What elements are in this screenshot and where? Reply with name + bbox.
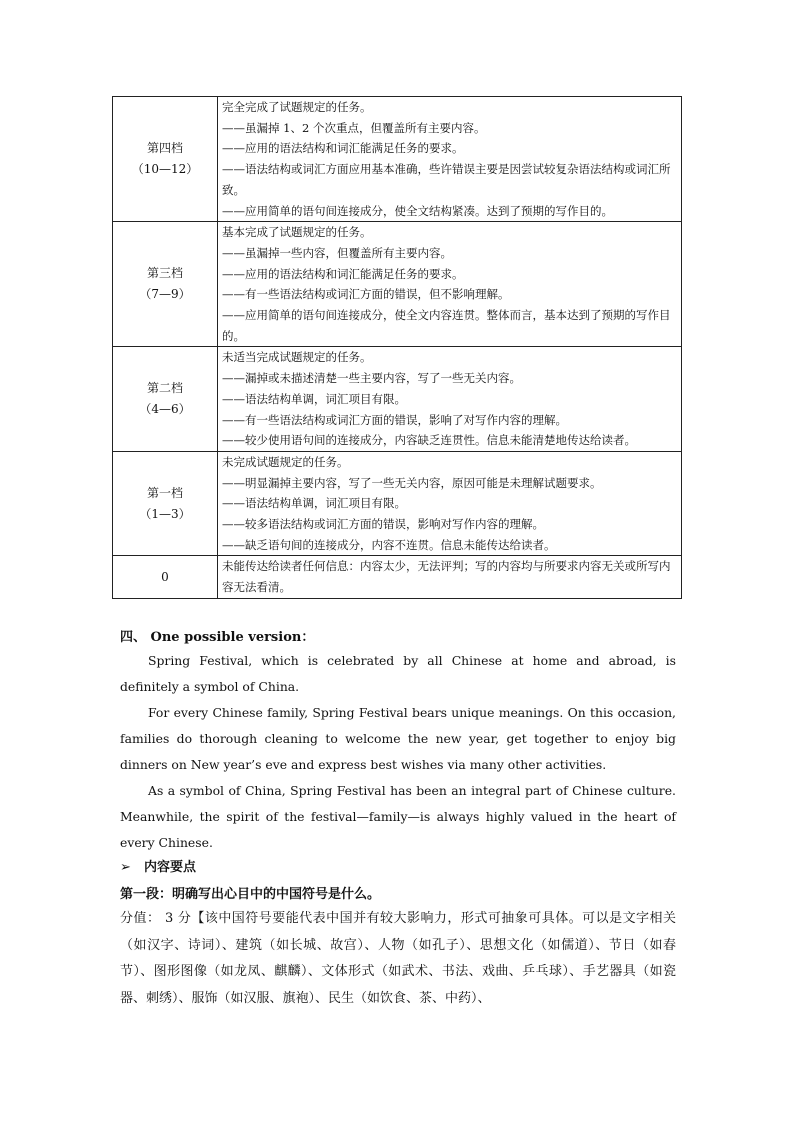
criteria-line: ——有一些语法结构或词汇方面的错误，但不影响理解。 [222,287,510,302]
criteria-line: ——应用的语法结构和词汇能满足任务的要求。 [222,141,464,156]
criteria-line: ——有一些语法结构或词汇方面的错误，影响了对写作内容的理解。 [222,412,567,427]
rubric-row-grade-1 [113,451,682,556]
grade-label: 0 [161,569,169,584]
essay-paragraph: For every Chinese family, Spring Festival bears unique meanings. On this occasion, families do thorough cleaning to welcome the new year, get together to enjoy big dinners on New year’s eve and express best wishes via many other activities. [120,705,676,772]
criteria-cell [218,222,682,347]
grade-label: 第三档 [146,266,183,281]
rubric-row-grade-3 [113,222,682,347]
criteria-line: 基本完成了试题规定的任务。 [222,225,372,240]
sample-essay [120,648,676,856]
criteria-line: ——较少使用语句间的连接成分，内容缺乏连贯性。信息未能清楚地传达给读者。 [222,433,636,448]
criteria-line: ——明显漏掉主要内容，写了一些无关内容，原因可能是未理解试题要求。 [222,475,602,490]
criteria-cell [218,97,682,222]
criteria-cell [218,451,682,556]
essay-paragraph: Spring Festival, which is celebrated by all Chinese at home and abroad, is definitely a symbol of China. [120,653,676,694]
rubric-row-grade-4 [113,97,682,222]
criteria-line: ——语法结构单调，词汇项目有限。 [222,496,406,511]
score-range: （4—6） [139,402,191,417]
grade-label: 第二档 [146,381,183,396]
section-heading: 四、 One possible version： [120,630,315,645]
grade-cell [113,556,218,598]
scoring-rubric-table [112,96,682,599]
criteria-line: ——语法结构或词汇方面应用基本准确，些许错误主要是因尝试较复杂语法结构或词汇所致。 [222,162,671,197]
criteria-line: 未能传达给读者任何信息：内容太少，无法评判；写的内容均与所要求内容无关或所写内容无法看清。 [222,559,671,595]
grade-cell [113,222,218,347]
criteria-line: ——应用简单的语句间连接成分，使全文结构紧凑。达到了预期的写作目的。 [222,203,613,218]
criteria-line: ——虽漏掉一些内容，但覆盖所有主要内容。 [222,245,452,260]
key-points-title: 内容要点 [144,860,197,875]
grade-cell [113,97,218,222]
criteria-line: 完全完成了试题规定的任务。 [222,100,372,114]
key-points-heading [120,856,196,875]
criteria-line: ——缺乏语句间的连接成分，内容不连贯。信息未能传达给读者。 [222,537,556,552]
grade-label: 第四档 [146,141,183,156]
rubric-row-grade-2 [113,347,682,452]
grade-label: 第一档 [146,485,183,500]
paragraph-one-scoring-text: 分值： 3 分【该中国符号要能代表中国并有较大影响力，形式可抽象可具体。可以是文字相关（如汉字、诗词）、建筑（如长城、故宫）、人物（如孔子）、思想文化（如儒道）、节日（如春节）、图形图像（如龙凤、麒麟）、文体形式（如武术、书法、戏曲、乒乓球）、手艺器具（如瓷器、刺绣）、服饰（如汉服、旗袍）、民生（如饮食、茶、中药）、 [120,911,676,1006]
criteria-line: ——虽漏掉 1、2 个次重点，但覆盖所有主要内容。 [222,120,486,135]
criteria-line: 未完成试题规定的任务。 [222,454,349,469]
criteria-line: ——漏掉或未描述清楚一些主要内容，写了一些无关内容。 [222,371,521,386]
criteria-cell [218,347,682,452]
arrow-bullet-icon: ➢ [120,860,131,875]
criteria-line: ——较多语法结构或词汇方面的错误，影响对写作内容的理解。 [222,517,544,532]
criteria-cell [218,556,682,598]
rubric-row-grade-0 [113,556,682,598]
criteria-line: ——应用简单的语句间连接成分，使全文内容连贯。整体而言，基本达到了预期的写作目的。 [222,308,671,343]
criteria-line: ——应用的语法结构和词汇能满足任务的要求。 [222,266,464,281]
grade-cell [113,451,218,556]
score-range: （10—12） [131,162,199,177]
score-range: （1—3） [139,506,191,521]
criteria-line: ——语法结构单调，词汇项目有限。 [222,391,406,406]
score-range: （7—9） [139,287,191,302]
criteria-line: 未适当完成试题规定的任务。 [222,350,372,365]
essay-paragraph: As a symbol of China, Spring Festival has been an integral part of Chinese culture. Meanwhile, the spirit of the festival—family—is always highly valued in the heart of every Chinese. [120,783,676,850]
grade-cell [113,347,218,452]
paragraph-one-heading: 第一段：明确写出心目中的中国符号是什么。 [120,887,381,902]
